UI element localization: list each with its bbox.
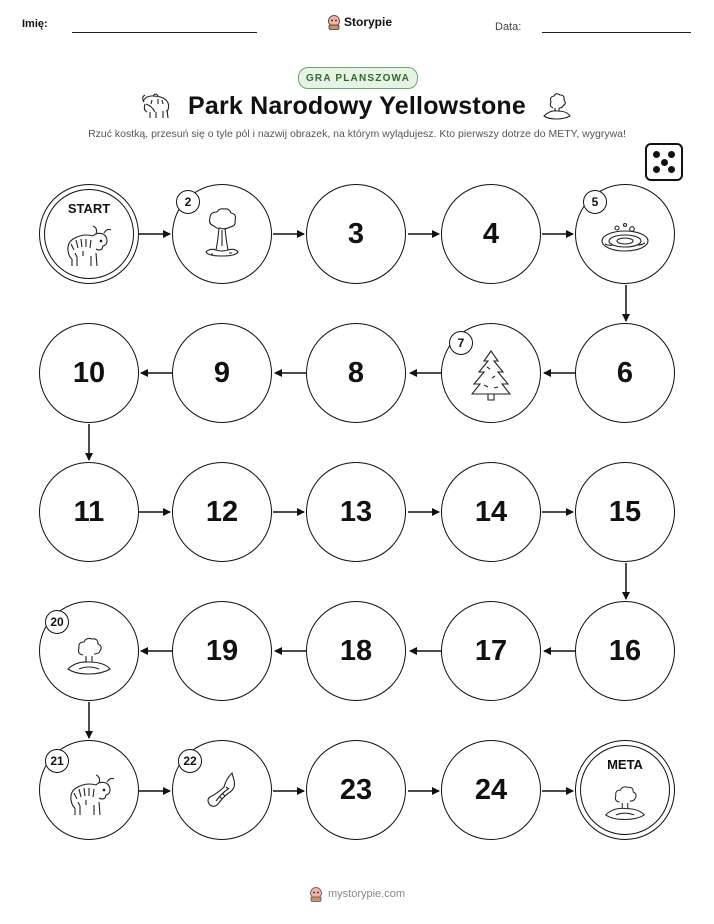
board-cell-16[interactable] (575, 601, 675, 701)
cell-20-number: 20 (45, 610, 69, 634)
cell-2-number: 2 (176, 190, 200, 214)
board-cell-4[interactable] (441, 184, 541, 284)
geyser-icon (202, 208, 242, 260)
board-cell-5[interactable] (575, 184, 675, 284)
board-cell-8[interactable] (306, 323, 406, 423)
board-cell-9[interactable] (172, 323, 272, 423)
board-cell-19[interactable] (172, 601, 272, 701)
hot-spring-icon (599, 220, 651, 254)
game-type-badge: GRA PLANSZOWA (298, 67, 418, 89)
board-cell-13[interactable] (306, 462, 406, 562)
cell-5-number: 5 (583, 190, 607, 214)
board-cell-22[interactable] (172, 740, 272, 840)
end-label: META (607, 757, 643, 772)
bison-icon (63, 224, 115, 268)
board-cell-24[interactable] (441, 740, 541, 840)
start-label: START (67, 201, 111, 216)
board-start[interactable] (39, 184, 139, 284)
board-cell-10[interactable] (39, 323, 139, 423)
board-cell-17[interactable] (441, 601, 541, 701)
board-cell-23[interactable] (306, 740, 406, 840)
cell-11-number: 11 (73, 495, 105, 528)
board-cell-3[interactable] (306, 184, 406, 284)
board-cell-14[interactable] (441, 462, 541, 562)
board-cell-7[interactable] (441, 323, 541, 423)
cell-8-number: 8 (347, 356, 365, 389)
cell-22-number: 22 (178, 749, 202, 773)
cell-9-number: 9 (213, 356, 231, 389)
cell-6-number: 6 (616, 356, 634, 389)
instructions-text: Rzuć kostką, przesuń się o tyle pól i nazwij obrazek, na którym wylądujesz. Kto pierwszy dotrze do METY, wygrywa! (88, 128, 626, 140)
board-cell-15[interactable] (575, 462, 675, 562)
cell-4-number: 4 (482, 217, 500, 250)
cell-3-number: 3 (347, 217, 365, 250)
board-cell-18[interactable] (306, 601, 406, 701)
date-label: Data: (495, 21, 522, 33)
cell-7-number: 7 (449, 331, 473, 355)
board-cell-12[interactable] (172, 462, 272, 562)
cell-13-number: 13 (339, 495, 373, 528)
footer-site[interactable]: mystorypie.com (327, 888, 406, 900)
board-cell-11[interactable] (39, 462, 139, 562)
geyser-cone-icon (65, 635, 113, 677)
board-end[interactable] (575, 740, 675, 840)
cell-21-number: 21 (45, 749, 69, 773)
name-label: Imię: (22, 18, 48, 30)
cell-23-number: 23 (339, 773, 373, 806)
geyser-cone-icon (603, 783, 647, 823)
storypie-mascot-icon (309, 886, 323, 902)
brand-name: Storypie (344, 15, 393, 29)
board-cell-20[interactable] (39, 601, 139, 701)
cell-18-number: 18 (339, 634, 373, 667)
arrowhead-icon (202, 769, 242, 811)
bison-icon (66, 773, 118, 817)
board-cell-2[interactable] (172, 184, 272, 284)
cell-19-number: 19 (205, 634, 239, 667)
cell-10-number: 10 (72, 356, 106, 389)
cell-14-number: 14 (474, 495, 508, 528)
board-cell-21[interactable] (39, 740, 139, 840)
board-cell-6[interactable] (575, 323, 675, 423)
page-title: Park Narodowy Yellowstone (188, 92, 526, 120)
footer (0, 886, 714, 902)
cell-17-number: 17 (474, 634, 508, 667)
pine-tree-icon (471, 349, 511, 401)
cell-24-number: 24 (474, 773, 508, 806)
cell-16-number: 16 (608, 634, 642, 667)
cell-12-number: 12 (205, 495, 239, 528)
cell-15-number: 15 (608, 495, 642, 528)
